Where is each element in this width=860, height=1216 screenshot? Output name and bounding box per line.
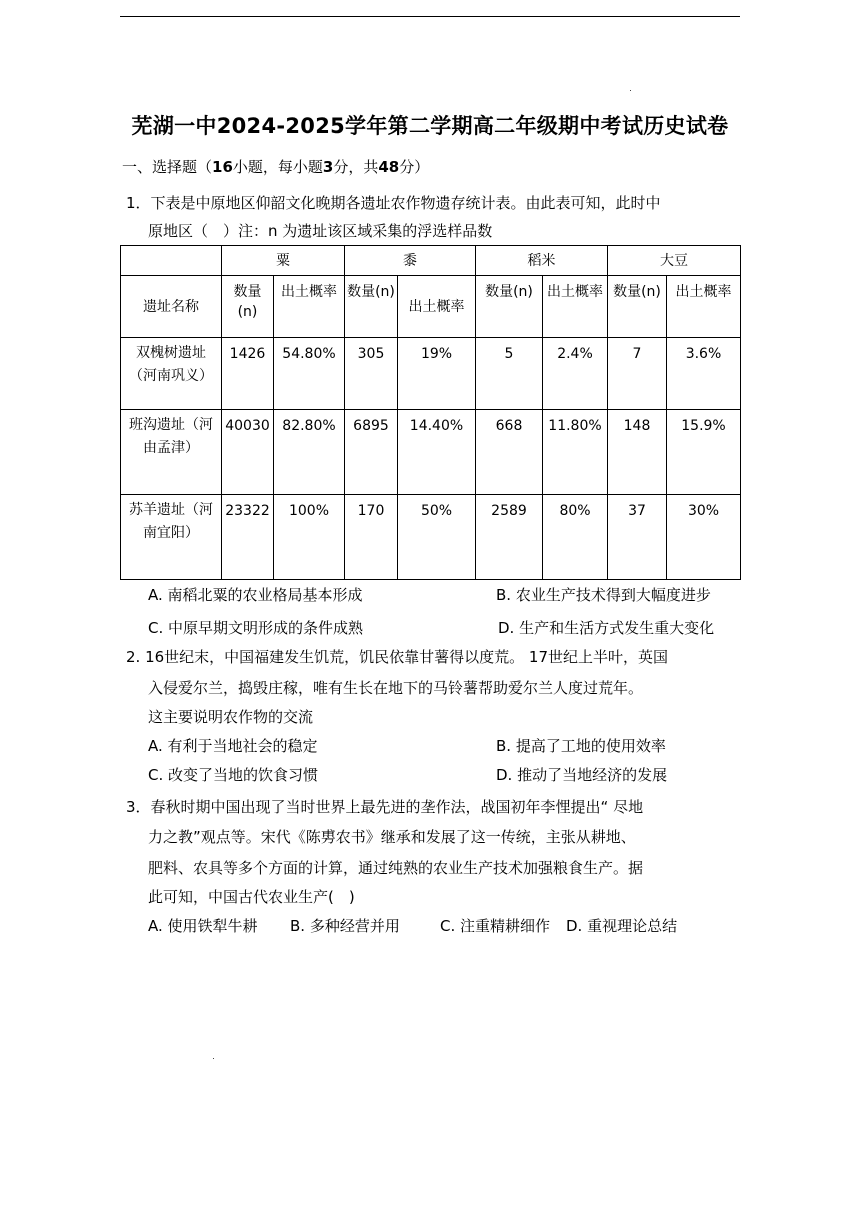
table-cell: 170 (345, 495, 398, 580)
site-name: 班沟遗址（河由孟津） (121, 410, 222, 495)
table-cell: 14.40% (398, 410, 476, 495)
table-cell: 148 (608, 410, 667, 495)
table-header-crops (121, 246, 741, 276)
section-suffix: 分） (399, 158, 430, 176)
points-each: 3 (322, 158, 334, 176)
table-cell: 19% (398, 338, 476, 410)
q3-option-d[interactable]: D. 重视理论总结 (566, 917, 678, 935)
q2-option-d[interactable]: D. 推动了当地经济的发展 (496, 766, 668, 784)
table-header-fields (121, 276, 741, 338)
table-cell: 50% (398, 495, 476, 580)
crop-remains-table (120, 245, 741, 580)
q3-stem-line3: 肥料、农具等多个方面的计算，通过纯熟的农业生产技术加强粮食生产。据 (148, 859, 644, 877)
table-cell: 7 (608, 338, 667, 410)
table-cell: 11.80% (543, 410, 608, 495)
section-mid2: 分，共 (333, 158, 379, 176)
crop-header: 大豆 (608, 246, 741, 276)
q1-stem-line2: 原地区（ ）注：n 为遗址该区域采集的浮选样品数 (148, 222, 493, 240)
scan-dot (630, 90, 631, 91)
q1-option-c[interactable]: C. 中原早期文明形成的条件成熟 (148, 619, 364, 637)
q3-option-c[interactable]: C. 注重精耕细作 (440, 917, 551, 935)
table-cell: 6895 (345, 410, 398, 495)
table-cell: 3.6% (667, 338, 741, 410)
header-rule (120, 16, 740, 17)
q1-option-b[interactable]: B. 农业生产技术得到大幅度进步 (496, 586, 711, 604)
question-count: 16 (212, 158, 233, 176)
q2-stem-line3: 这主要说明农作物的交流 (148, 708, 314, 726)
rate-header: 出土概率 (274, 276, 345, 338)
table-cell: 2.4% (543, 338, 608, 410)
table-row (121, 410, 741, 495)
q2-stem-line2: 入侵爱尔兰，捣毁庄稼，唯有生长在地下的马铃薯帮助爱尔兰人度过荒年。 (148, 679, 644, 697)
crop-header: 稻米 (476, 246, 608, 276)
table-cell: 5 (476, 338, 543, 410)
table-cell: 82.80% (274, 410, 345, 495)
count-header: 数量(n) (222, 276, 274, 338)
section-prefix: 一、选择题（ (122, 158, 213, 176)
q3-stem-line1: 3．春秋时期中国出现了当时世界上最先进的垄作法，战国初年李悝提出“ 尽地 (126, 798, 644, 816)
q3-stem-line4: 此可知，中国古代农业生产( ) (148, 888, 355, 906)
site-name: 双槐树遗址（河南巩义） (121, 338, 222, 410)
q3-option-a[interactable]: A. 使用铁犁牛耕 (148, 917, 258, 935)
table-cell: 668 (476, 410, 543, 495)
rate-header: 出土概率 (667, 276, 741, 338)
section-mid1: 小题，每小题 (232, 158, 323, 176)
table-cell: 305 (345, 338, 398, 410)
count-header: 数量(n) (345, 276, 398, 338)
table-cell: 1426 (222, 338, 274, 410)
q2-option-a[interactable]: A. 有利于当地社会的稳定 (148, 737, 318, 755)
table-cell: 37 (608, 495, 667, 580)
site-name-header: 遗址名称 (121, 276, 222, 338)
section-heading (122, 156, 429, 177)
scan-dot (213, 1058, 214, 1059)
q2-option-b[interactable]: B. 提高了工地的使用效率 (496, 737, 666, 755)
q1-option-d[interactable]: D. 生产和生活方式发生重大变化 (498, 619, 715, 637)
total-points: 48 (378, 158, 400, 176)
count-header: 数量(n) (608, 276, 667, 338)
table-cell: 40030 (222, 410, 274, 495)
q3-stem-line2: 力之教”观点等。宋代《陈旉农书》继承和发展了这一传统，主张从耕地、 (148, 828, 636, 846)
table-cell: 100% (274, 495, 345, 580)
site-name: 苏羊遗址（河南宜阳） (121, 495, 222, 580)
crop-header: 粟 (222, 246, 345, 276)
q2-stem-line1: 2. 16世纪末，中国福建发生饥荒，饥民依靠甘薯得以度荒。 17世纪上半叶，英国 (126, 648, 669, 666)
table-cell: 54.80% (274, 338, 345, 410)
q2-option-c[interactable]: C. 改变了当地的饮食习惯 (148, 766, 319, 784)
table-cell: 30% (667, 495, 741, 580)
table-corner-cell (121, 246, 222, 276)
table-cell: 15.9% (667, 410, 741, 495)
rate-header: 出土概率 (398, 276, 476, 338)
q3-option-b[interactable]: B. 多种经营并用 (290, 917, 400, 935)
table-cell: 2589 (476, 495, 543, 580)
table-row (121, 338, 741, 410)
q1-option-a[interactable]: A. 南稻北粟的农业格局基本形成 (148, 586, 363, 604)
rate-header: 出土概率 (543, 276, 608, 338)
page-title: 芜湖一中2024-2025学年第二学期高二年级期中考试历史试卷 (131, 114, 729, 138)
count-header: 数量(n) (476, 276, 543, 338)
table-cell: 80% (543, 495, 608, 580)
crop-header: 黍 (345, 246, 476, 276)
table-cell: 23322 (222, 495, 274, 580)
q1-stem-line1: 1．下表是中原地区仰韶文化晚期各遗址农作物遗存统计表。由此表可知，此时中 (126, 194, 661, 212)
table-row (121, 495, 741, 580)
